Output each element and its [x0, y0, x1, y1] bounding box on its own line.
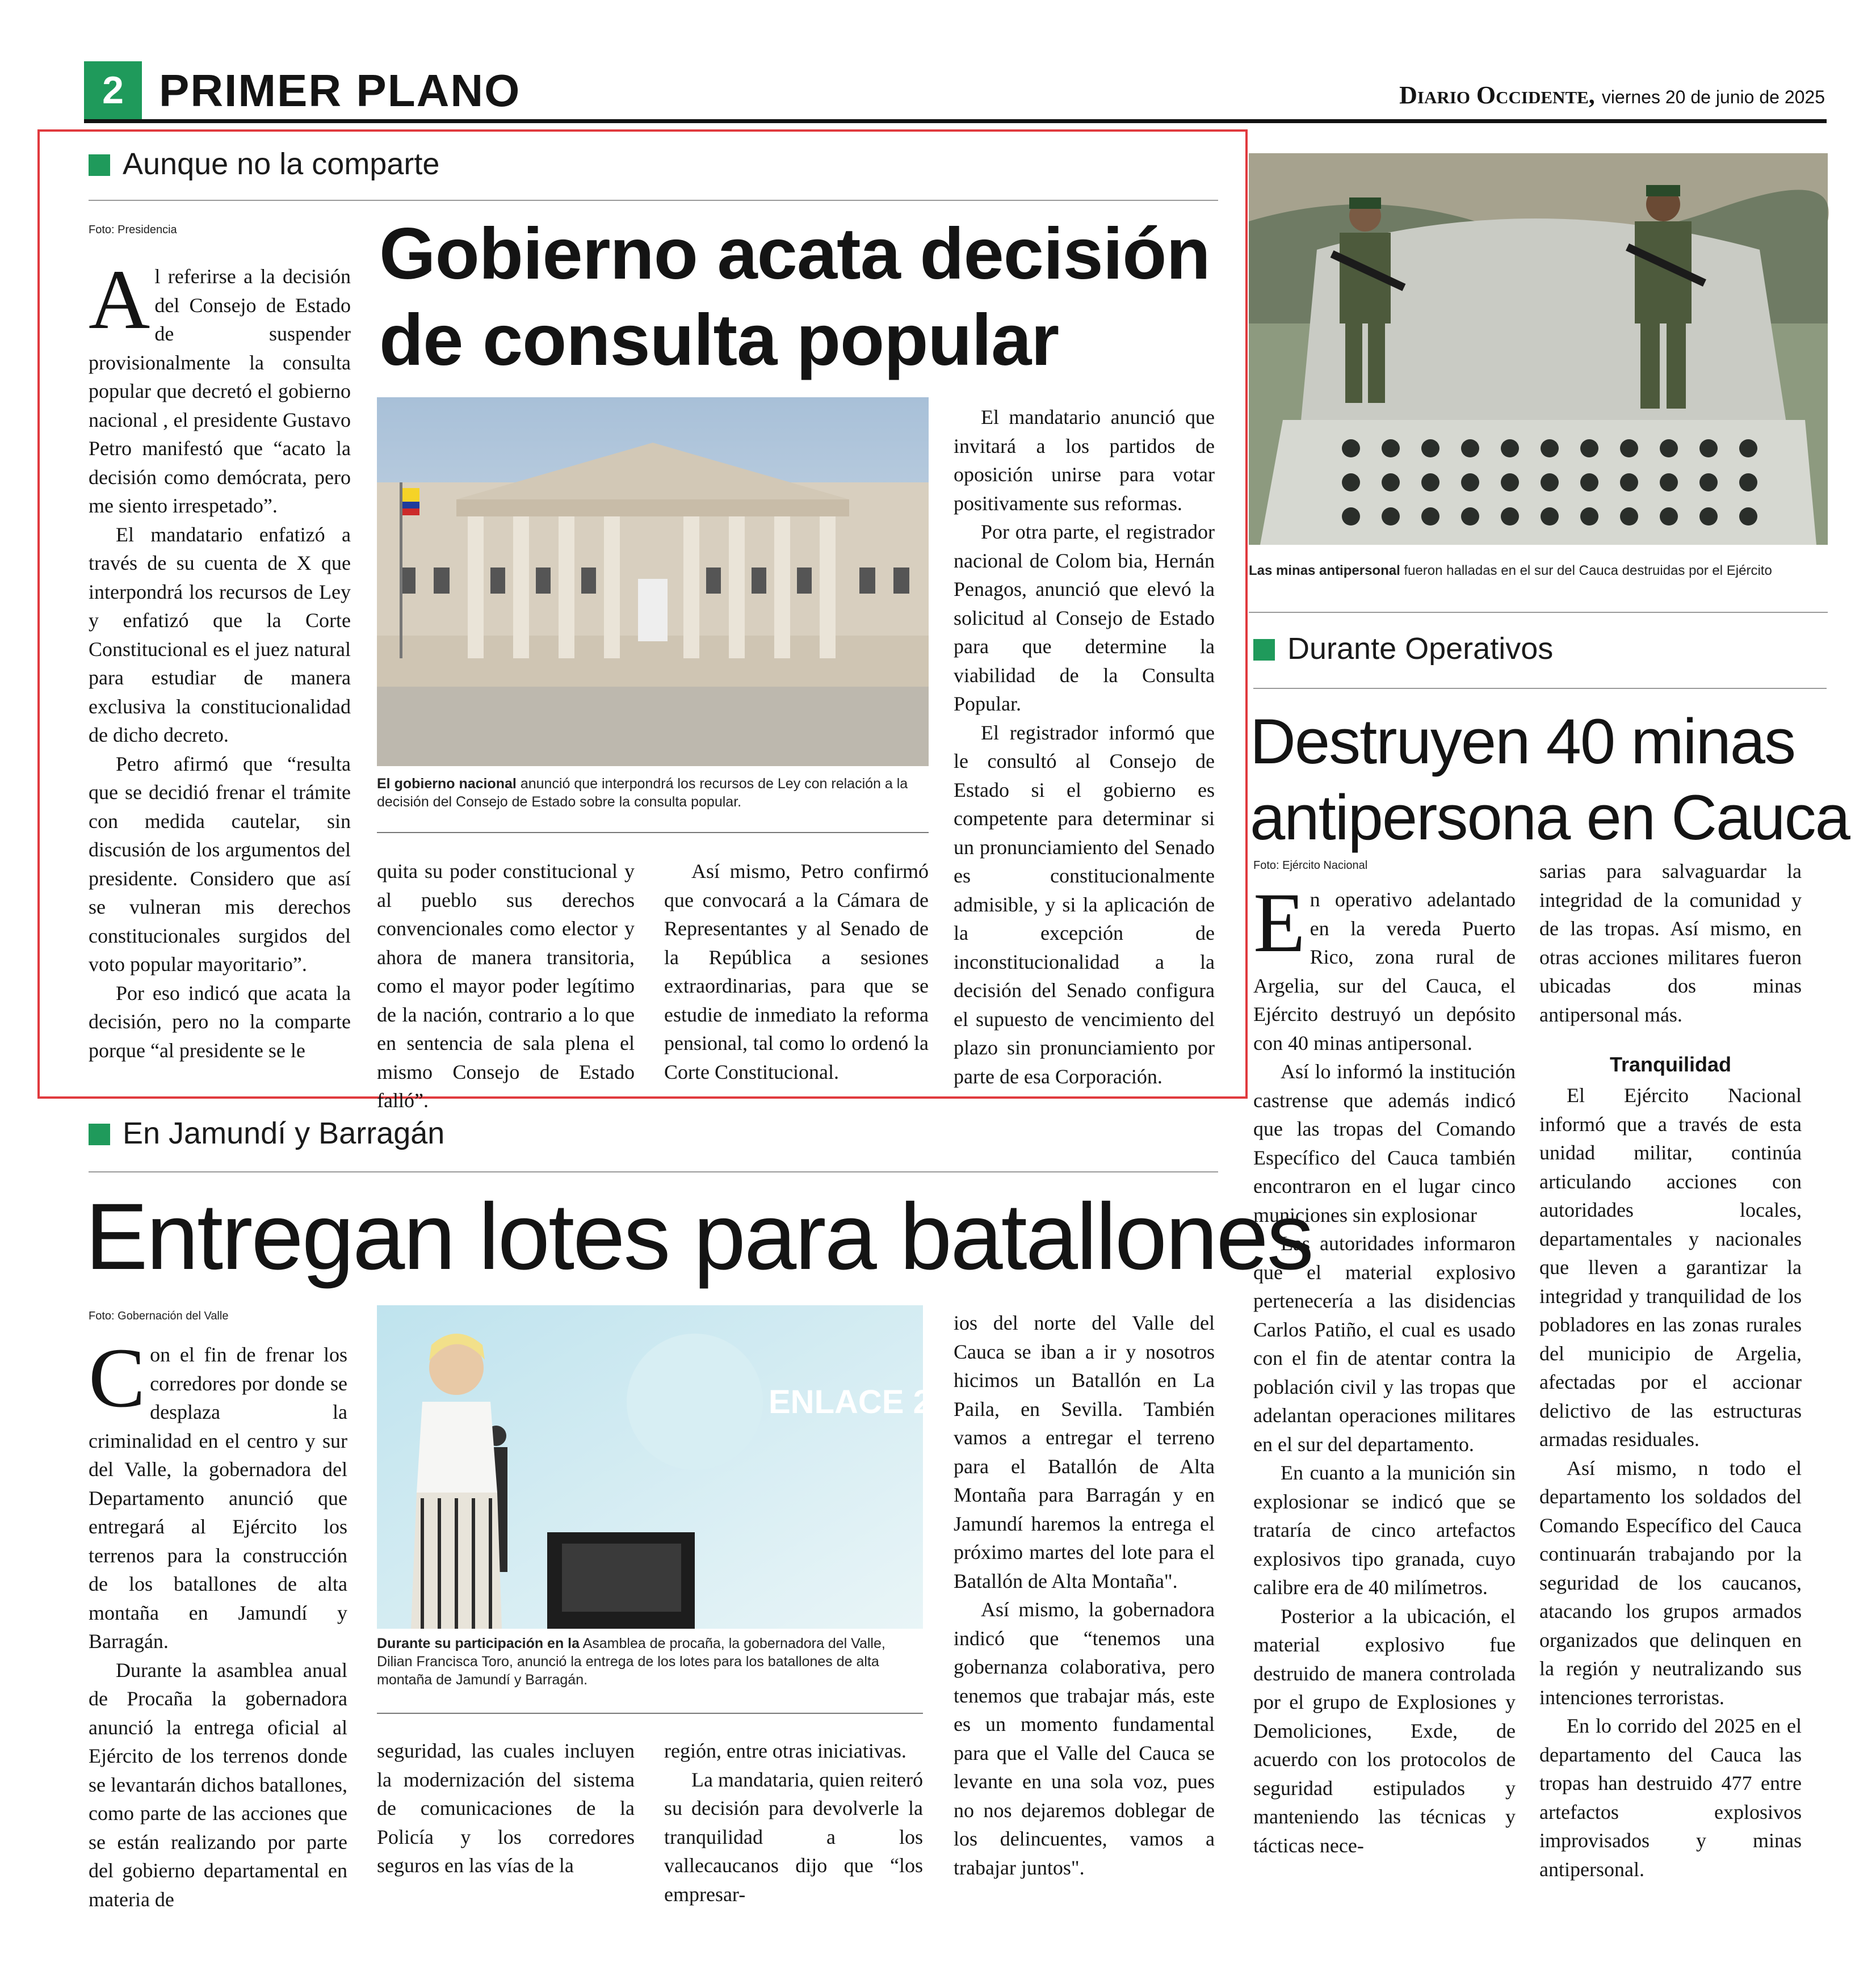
article3-col1-p1: n operativo adelantado en la vereda Puerto Rico, zona rural de Argelia, sur del Cauca, el Ejército destruyó un depósito con 40 minas antipersonal. [1253, 888, 1516, 1054]
article2-photo-caption [377, 1634, 923, 1689]
article1-kicker-rule [89, 200, 1218, 201]
article1-headline-line1: Gobierno acata decisión [379, 213, 1210, 295]
article2-col2-p1: seguridad, las cuales incluyen la modernización del sistema de comunicaciones de la Policía y los corredores seguros en las vías de la [377, 1739, 635, 1877]
article2-photo-credit: Foto: Gobernación del Valle [89, 1310, 229, 1322]
article2-col3-p2: La mandataria, quien reiteró su decisión para devolverle la tranquilidad a los vallecaucanos dijo que “los empresar- [664, 1768, 923, 1906]
masthead-line [1371, 81, 1825, 110]
article1-col1-p1: l referirse a la decisión del Consejo de Estado de suspender provisionalmente la consulta popular que decretó el gobierno nacional , el presidente Gustavo Petro manifestó que “acato la decisión como demócrata, pero me siento irrespetado”. [89, 265, 351, 517]
article3-photo [1249, 153, 1828, 545]
article1-kicker-text: Aunque no la comparte [123, 147, 440, 181]
article3-col2-p2: El Ejército Nacional informó que a través de esta unidad militar, continúa articulando acciones con autoridades locales, departamentales y nacionales que lleven a garantizar la integridad y tranquilidad de los pobladores en las zonas rurales del municipio de Argelia, afectadas por el accionar delictivo de las estructuras armadas residuales. [1539, 1084, 1802, 1451]
article3-dropcap: E [1253, 876, 1306, 970]
soldiers-illustration [1249, 153, 1828, 545]
article1-photo-credit: Foto: Presidencia [89, 224, 177, 236]
article2-dropcap: C [89, 1331, 146, 1425]
article1-col1-p3: Petro afirmó que “resulta que se decidió frenar el trámite con medida cautelar, sin discusión de los argumentos del presidente. Considero que así se vulneran mis derechos constitucionales surgidos del voto popular mayoritario”. [89, 752, 351, 976]
article3-caption-bold: Las minas antipersonal [1249, 563, 1400, 578]
article3-col1-p5: Posterior a la ubicación, el material explosivo fue destruido de manera controlada por el grupo de Explosiones y Demoliciones, Exde, de acuerdo con los protocolos de seguridad estipulados y manteniendo las técnicas y tácticas nece- [1253, 1604, 1516, 1857]
article3-col1-p2: Así lo informó la institución castrense que además indicó que las tropas del Comando Específico del Cauca también encontraron en el lugar cinco municiones sin explosionar [1253, 1060, 1516, 1226]
kicker-square [1253, 639, 1275, 661]
article3-col1-p3: Las autoridades informaron que el material explosivo pertenecería a las disidencias Carlos Patiño, el cual es usado con el fin de atentar contra la población civil y las tropas que adelantan operaciones militares en el sur del departamento. [1253, 1232, 1516, 1456]
article3-photo-caption [1249, 562, 1828, 580]
article1-caption-bold: El gobierno nacional [377, 776, 517, 792]
article1-column-4 [954, 403, 1215, 1091]
article2-column-4 [954, 1309, 1215, 1882]
event-illustration [377, 1305, 987, 1629]
article1-caption-text: anunció que interpondrá los recursos de Ley con relación a la decisión del Consejo de Estado sobre la consulta popular. [377, 776, 908, 810]
article2-col3-p1: región, entre otras iniciativas. [664, 1739, 906, 1762]
section-title: PRIMER PLANO [159, 65, 521, 116]
article1-headline [379, 211, 1210, 384]
article3-kicker-text: Durante Operativos [1287, 632, 1554, 666]
article2-photo [377, 1305, 987, 1629]
article1-col1-p2: El mandatario enfatizó a través de su cuenta de X que interpondrá los recursos de Ley y enfatizó que la Corte Constitucional es el juez natural para estudiar de manera exclusiva la constitucionalidad de dicho decreto. [89, 523, 351, 746]
article1-column-3 [664, 857, 929, 1086]
article3-headline-line2: antipersona en Cauca [1250, 782, 1849, 853]
article3-photo-credit: Foto: Ejército Nacional [1253, 859, 1368, 872]
article1-photo-caption [377, 775, 929, 811]
article3-col2-p1: sarias para salvaguardar la integridad de la comunidad y de las tropas. Así mismo, en otras acciones militares fueron ubicadas dos minas antipersonal más. [1539, 860, 1802, 1026]
article1-dropcap: A [89, 253, 150, 347]
article1-col4-p1: El mandatario anunció que invitará a los partidos de oposición unirse para votar positivamente sus reformas. [954, 406, 1215, 515]
article2-col4-p1: ios del norte del Valle del Cauca se iban a ir y nosotros hicimos un Batallón en La Paila, en Sevilla. También vamos a entregar el terreno para el Batallón de Alta Montaña para Barragán y en Jamundí haremos la entrega el próximo martes del lote para el Batallón de Alta Montaña". [954, 1312, 1215, 1592]
article1-col1-p4: Por eso indicó que acata la decisión, pero no la comparte porque “al presidente se le [89, 981, 351, 1062]
article2-headline: Entregan lotes para batallones [85, 1184, 1312, 1289]
article2-kicker [89, 1116, 444, 1151]
article3-col2-p4: En lo corrido del 2025 en el departamento del Cauca las tropas han destruido 477 entre artefactos explosivos improvisados y minas antipersonal. [1539, 1714, 1802, 1881]
article3-caption-text: fueron halladas en el sur del Cauca destruidas por el Ejército [1400, 563, 1772, 578]
brand-name: Diario Occidente, [1399, 81, 1595, 109]
page-number-box [84, 61, 142, 119]
article1-photo [377, 397, 929, 766]
article3-kicker-rule [1253, 688, 1827, 689]
article1-col4-p2: Por otra parte, el registrador nacional de Colom bia, Hernán Penagos, anunció que elevó la solicitud al Consejo de Estado para que determine la viabilidad de la Consulta Popular. [954, 520, 1215, 715]
palace-illustration [377, 397, 929, 766]
article3-column-1 [1253, 876, 1516, 1860]
article2-caption-bold: Durante su participación en la [377, 1636, 580, 1651]
article1-column-2 [377, 857, 635, 1115]
article2-col1-p2: Durante la asamblea anual de Procaña la gobernadora anunció la entrega oficial al Ejército de los terrenos donde se levantarán dichos batallones, como parte de las acciones que se están realizando por parte del gobierno departamental en materia de [89, 1658, 347, 1911]
article2-column-1 [89, 1331, 347, 1914]
article3-col2-p3: Así mismo, n todo el departamento los soldados del Comando Específico del Cauca continuarán trabajando por la seguridad de los caucanos, atacando los grupos armados organizados que delinquen en la región y neutralizando sus intenciones terroristas. [1539, 1456, 1802, 1709]
article2-kicker-rule [89, 1171, 1218, 1172]
article3-kicker [1253, 631, 1553, 666]
article3-caption-rule [1249, 612, 1828, 613]
article3-headline [1250, 704, 1849, 856]
kicker-square [89, 154, 110, 176]
article1-caption-rule [377, 832, 929, 833]
backdrop-text: ENLACE 2025 [769, 1384, 987, 1420]
article1-col2-p1: quita su poder constitucional y al pueblo sus derechos convencionales como elector y ahora de manera transitoria, como el mayor poder legítimo de la nación, contrario a lo que en sentencia de sala plena el mismo Consejo de Estado falló”. [377, 860, 635, 1112]
page-number: 2 [102, 69, 124, 112]
article3-col1-p4: En cuanto a la munición sin explosionar se indicó que se trataría de cinco artefactos explosivos tipo granada, cuyo calibre era de 40 milímetros. [1253, 1461, 1516, 1599]
article2-kicker-text: En Jamundí y Barragán [123, 1116, 445, 1150]
article3-column-2 [1539, 857, 1802, 1884]
article1-col3-p1: Así mismo, Petro confirmó que convocará a la Cámara de Representantes y al Senado de la República a sesiones extraordinarias, para que se estudie de inmediato la reforma pensional, tal como lo ordenó la Corte Constitucional. [664, 860, 929, 1083]
article2-column-3 [664, 1737, 923, 1909]
article1-column-1 [89, 253, 351, 1065]
kicker-square [89, 1124, 110, 1145]
article3-subhead: Tranquilidad [1609, 1053, 1731, 1076]
article1-kicker [89, 146, 439, 182]
article1-headline-line2: de consulta popular [379, 300, 1059, 381]
article2-caption-text: Asamblea de procaña, la gobernadora del Valle, Dilian Francisca Toro, anunció la entrega de los lotes para los batallones de alta montaña de Jamundí y Barragán. [377, 1636, 885, 1688]
article2-column-2 [377, 1737, 635, 1880]
header-rule [84, 119, 1827, 123]
article3-headline-line1: Destruyen 40 minas [1250, 706, 1795, 777]
article2-col4-p2: Así mismo, la gobernadora indicó que “tenemos una gobernanza colaborativa, pero tenemos que trabajar más, este es un momento fundamental para que el Valle del Cauca se levante en una sola voz, pues no nos dejaremos doblegar de los delincuentes, vamos a trabajar juntos". [954, 1598, 1215, 1879]
article2-caption-rule [377, 1713, 923, 1714]
issue-date: viernes 20 de junio de 2025 [1601, 87, 1825, 107]
article2-col1-p1: on el fin de frenar los corredores por donde se desplaza la criminalidad en el centro y sur del Valle, la gobernadora del Departamento anunció que entregará al Ejército los terrenos para la construcción de los batallones de alta montaña en Jamundí y Barragán. [89, 1343, 347, 1653]
article1-col4-p3: El registrador informó que le consultó al Consejo de Estado si el gobierno es competente para determinar si un pronunciamiento del Senado es constitucionalmente admisible, y si la aplicación de la excepción de inconstitucionalidad a la decisión del Senado configura el supuesto de vencimiento del plazo sin pronunciamiento por parte de esa Corporación. [954, 721, 1215, 1088]
